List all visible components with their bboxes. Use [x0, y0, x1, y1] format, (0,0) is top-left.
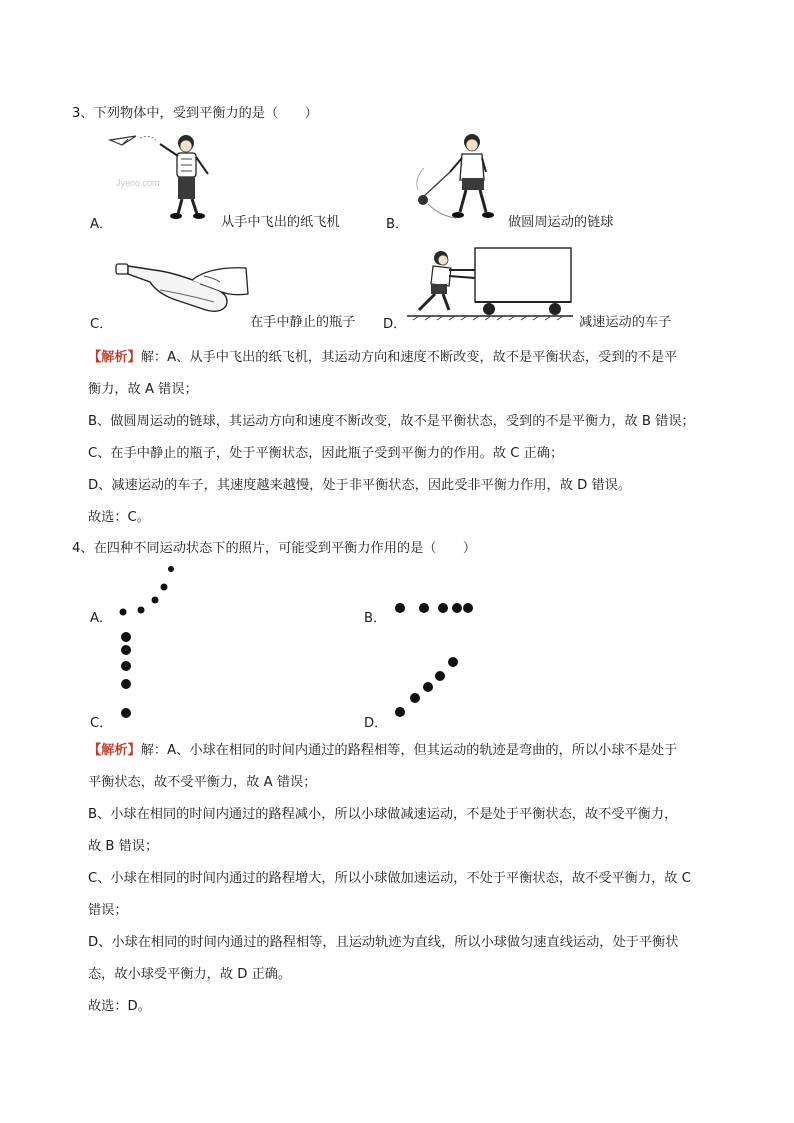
q4-analysis-line-8: 态，故小球受平衡力，故 D 正确。	[88, 967, 292, 982]
q3-analysis-tag: 【解析】	[88, 350, 141, 365]
q4-option-a-label: A．	[90, 611, 113, 626]
q3-answer: 故选：C。	[88, 510, 150, 525]
q4-analysis-line-7: D、小球在相同的时间内通过的路程相等，且运动轨迹为直线，所以小球做匀速直线运动，处于平衡状	[88, 935, 679, 950]
q4-analysis-line-6: 错误；	[88, 903, 128, 918]
pushing-cart-figure	[405, 244, 575, 320]
q4-option-d-dots	[388, 650, 468, 722]
q4-answer: 故选：D。	[88, 999, 151, 1014]
q3-option-c-caption: 在手中静止的瓶子	[250, 315, 356, 330]
q4-option-b-label: B．	[364, 611, 387, 626]
q4-analysis-line-3: B、小球在相同的时间内通过的路程减小，所以小球做减速运动，不是处于平衡状态，故不受平衡力，	[88, 807, 678, 822]
q3-analysis-line-2: 衡力，故 A 错误；	[88, 382, 198, 397]
q4-option-a-dots	[110, 560, 180, 620]
q3-option-d-caption: 减速运动的车子	[579, 315, 672, 330]
q3-option-a-caption: 从手中飞出的纸飞机	[221, 215, 340, 230]
q3-analysis-line-5: D、减速运动的车子，其速度越来越慢，处于非平衡状态，因此受非平衡力作用，故 D 错误。	[88, 478, 632, 493]
q3-analysis-line-4: C、在手中静止的瓶子，处于平衡状态，因此瓶子受到平衡力的作用。故 C 正确；	[88, 446, 564, 461]
q4-analysis-line-2: 平衡状态，故不受平衡力，故 A 错误；	[88, 775, 317, 790]
q4-option-b-dots	[390, 596, 480, 620]
q4-question: 4、在四种不同运动状态下的照片，可能受到平衡力作用的是（ ）	[72, 541, 477, 556]
q4-option-d-label: D．	[364, 716, 388, 731]
q3-option-c-label: C．	[90, 317, 113, 332]
q3-analysis-line-1-text: 解：A、从手中飞出的纸飞机，其运动方向和速度不断改变，故不是平衡状态，受到的不是平	[140, 350, 678, 365]
q3-analysis-line-3: B、做圆周运动的链球，其运动方向和速度不断改变，故不是平衡状态，受到的不是平衡力，故 B 错误；	[88, 414, 695, 429]
q3-option-b-caption: 做圆周运动的链球	[508, 215, 614, 230]
q4-analysis-line-5: C、小球在相同的时间内通过的路程增大，所以小球做加速运动，不处于平衡状态，故不受平衡力，故 C	[88, 871, 691, 886]
hammer-throw-figure	[420, 132, 510, 227]
q3-option-a-label: A．	[90, 217, 113, 232]
q4-analysis-line-1-text: 解：A、小球在相同的时间内通过的路程相等，但其运动的轨迹是弯曲的，所以小球不是处于	[140, 743, 678, 758]
bottle-in-hand-figure	[114, 256, 249, 318]
q4-option-c-dots	[112, 628, 142, 720]
q3-question: 3、下列物体中，受到平衡力的是（ ）	[72, 106, 318, 121]
q4-option-c-label: C．	[90, 716, 113, 731]
q3-analysis-line-1	[88, 346, 677, 365]
q4-analysis-tag: 【解析】	[88, 743, 141, 758]
q4-analysis-line-4: 故 B 错误；	[88, 839, 159, 854]
paper-plane-boy-figure	[108, 128, 218, 223]
q3-option-d-label: D．	[383, 317, 407, 332]
q4-analysis-line-1	[88, 739, 677, 758]
watermark-text: Jyeoo.com	[116, 178, 160, 188]
q3-option-b-label: B．	[386, 217, 409, 232]
